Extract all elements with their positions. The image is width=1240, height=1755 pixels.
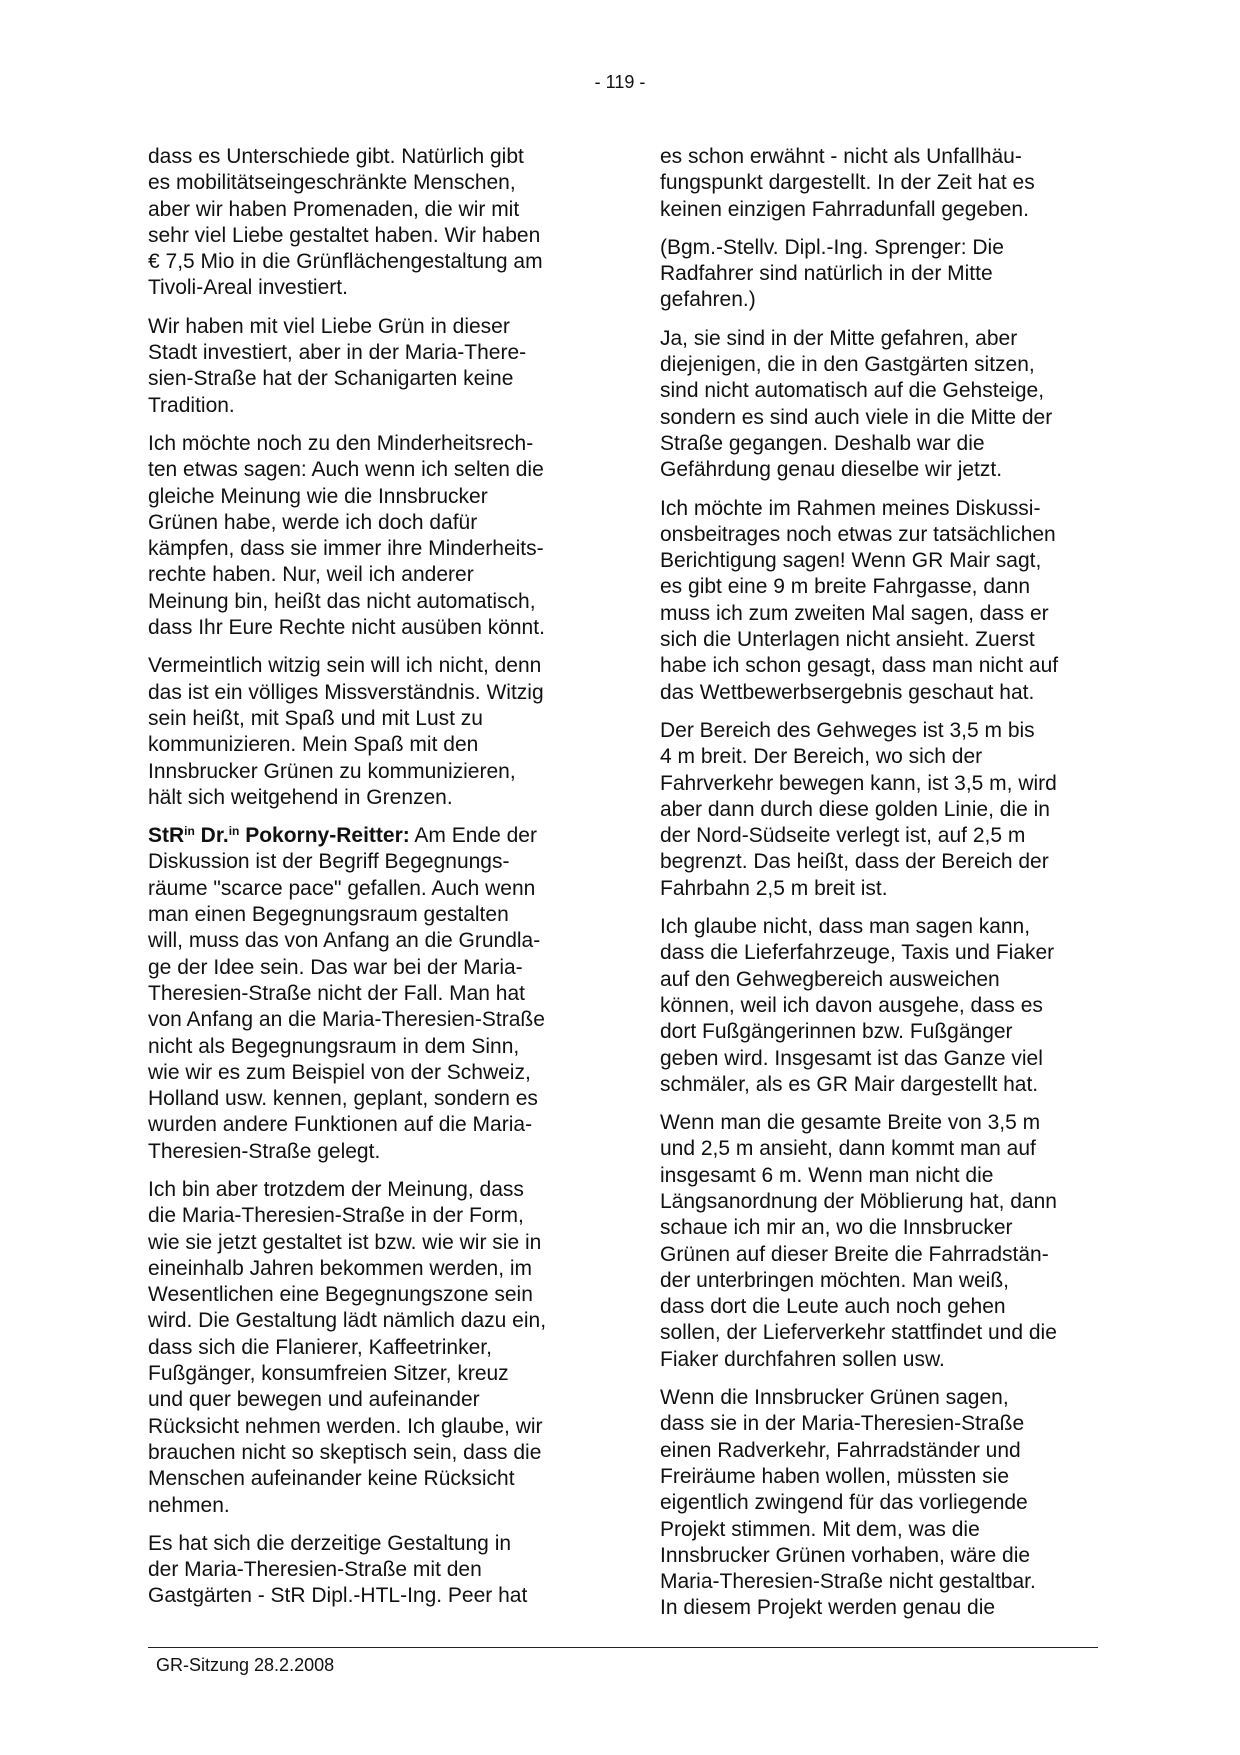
speaker-text: Am Ende der bbox=[409, 824, 537, 848]
footer-session-date: GR-Sitzung 28.2.2008 bbox=[156, 1655, 335, 1675]
paragraph: Ich möchte im Rahmen meines Diskussi- onsbeitrages noch etwas zur tatsächlichen Berichtigung sagen! Wenn GR Mair sagt, es gibt eine 9 m breite Fahrgasse, dann muss ich zum zweiten Mal sagen, dass er sich die Unterlagen nicht ansieht. Zuerst habe ich schon gesagt, dass man nicht auf das Wettbewerbsergebnis geschaut hat. bbox=[660, 496, 1059, 704]
paragraph: Wenn die Innsbrucker Grünen sagen, dass sie in der Maria-Theresien-Straße einen Radverkehr, Fahrradständer und Freiräume haben wollen, müssten sie eigentlich zwingend für das vorliegende Projekt stimmen. Mit dem, was die Innsbrucker Grünen vorhaben, wäre die Maria-Theresien-Straße nicht gestaltbar. In diesem Projekt werden genau die bbox=[660, 1386, 1036, 1620]
right-column bbox=[660, 144, 1098, 1634]
page-number: - 119 - bbox=[594, 72, 646, 92]
speaker-text-lines: Diskussion ist der Begriff Begegnungs- räume "scarce pace" gefallen. Auch wenn man einen Begegnungsraum gestalten will, muss das von Anfang an die Grundla- ge der Idee sein. Das war bei der Maria- Theresien-Straße nicht der Fall. Man hat von Anfang an die Maria-Theresien-Straße nicht als Begegnungsraum in dem Sinn, wie wir es zum Beispiel von der Schweiz, Holland usw. kennen, geplant, sondern es wurden andere Funktionen auf die Maria- Theresien-Straße gelegt. bbox=[148, 850, 545, 1163]
paragraph: Ich glaube nicht, dass man sagen kann, dass die Lieferfahrzeuge, Taxis und Fiaker auf den Gehwegbereich ausweichen können, weil ich davon ausgehe, dass es dort Fußgängerinnen bzw. Fußgänger geben wird. Insgesamt ist das Ganze viel schmäler, als es GR Mair dargestellt hat. bbox=[660, 915, 1055, 1096]
paragraph: Es hat sich die derzeitige Gestaltung in der Maria-Theresien-Straße mit den Gastgärten - StR Dipl.-HTL-Ing. Peer hat bbox=[148, 1531, 528, 1608]
speaker-paragraph bbox=[148, 823, 588, 1165]
interjection-paragraph: (Bgm.-Stellv. Dipl.-Ing. Sprenger: Die Radfahrer sind natürlich in der Mitte gefahren.) bbox=[660, 235, 1004, 312]
paragraph: Wir haben mit viel Liebe Grün in dieser Stadt investiert, aber in der Maria-There- sien-Straße hat der Schanigarten keine Tradition. bbox=[148, 314, 527, 417]
paragraph: dass es Unterschiede gibt. Natürlich gibt es mobilitätseingeschränkte Menschen, aber wir haben Promenaden, die wir mit sehr viel Liebe gestaltet haben. Wir haben € 7,5 Mio in die Grünflächengestaltung am Tivoli-Areal investiert. bbox=[148, 145, 543, 300]
paragraph: Vermeintlich witzig sein will ich nicht, denn das ist ein völliges Missverständnis. Witzig sein heißt, mit Spaß und mit Lust zu kommunizieren. Mein Spaß mit den Innsbrucker Grünen zu kommunizieren, hält sich weitgehend in Grenzen. bbox=[148, 654, 544, 809]
paragraph: Der Bereich des Gehweges ist 3,5 m bis 4 m breit. Der Bereich, wo sich der Fahrverkehr bewegen kann, ist 3,5 m, wird aber dann durch diese golden Linie, die in der Nord-Südseite verlegt ist, auf 2,5 m begrenzt. Das heißt, dass der Bereich der Fahrbahn 2,5 m breit ist. bbox=[660, 718, 1057, 900]
paragraph: Ja, sie sind in der Mitte gefahren, aber diejenigen, die in den Gastgärten sitzen, sind nicht automatisch auf die Gehsteige, sondern es sind auch viele in die Mitte der Straße gegangen. Deshalb war die Gefährdung genau dieselbe wir jetzt. bbox=[660, 326, 1053, 482]
paragraph: Ich möchte noch zu den Minderheitsrech- ten etwas sagen: Auch wenn ich selten die gleiche Meinung wie die Innsbrucker Grünen habe, werde ich doch dafür kämpfen, dass sie immer ihre Minderheits- rechte haben. Nur, weil ich anderer Meinung bin, heißt das nicht automatisch, dass Ihr Eure Rechte nicht ausüben könnt. bbox=[148, 431, 545, 640]
left-column bbox=[148, 144, 588, 1622]
paragraph: es schon erwähnt - nicht als Unfallhäu- fungspunkt dargestellt. In der Zeit hat es keinen einzigen Fahrradunfall gegeben. bbox=[660, 145, 1035, 221]
footer-divider bbox=[148, 1647, 1098, 1648]
speaker-name: StR$^{in}$ Dr.$^{in}$ Pokorny-Reitter: bbox=[148, 824, 410, 848]
paragraph: Ich bin aber trotzdem der Meinung, dass die Maria-Theresien-Straße in der Form, wie sie jetzt gestaltet ist bzw. wie wir sie in eineinhalb Jahren bekommen werden, im Wesentlichen eine Begegnungszone sein wird. Die Gestaltung lädt nämlich dazu ein, dass sich die Flanierer, Kaffeetrinker, Fußgänger, konsumfreien Sitzer, kreuz und quer bewegen und aufeinander Rücksicht nehmen werden. Ich glaube, wir brauchen nicht so skeptisch sein, dass die Menschen aufeinander keine Rücksicht nehmen. bbox=[148, 1177, 547, 1517]
paragraph: Wenn man die gesamte Breite von 3,5 m und 2,5 m ansieht, dann kommt man auf insgesamt 6 m. Wenn man nicht die Längsanordnung der Möblierung hat, dann schaue ich mir an, wo die Innsbrucker Grünen auf dieser Breite die Fahrradstän- der unterbringen möchten. Man weiß, dass dort die Leute auch noch gehen sollen, der Lieferverkehr stattfindet und die Fiaker durchfahren sollen usw. bbox=[660, 1111, 1057, 1371]
